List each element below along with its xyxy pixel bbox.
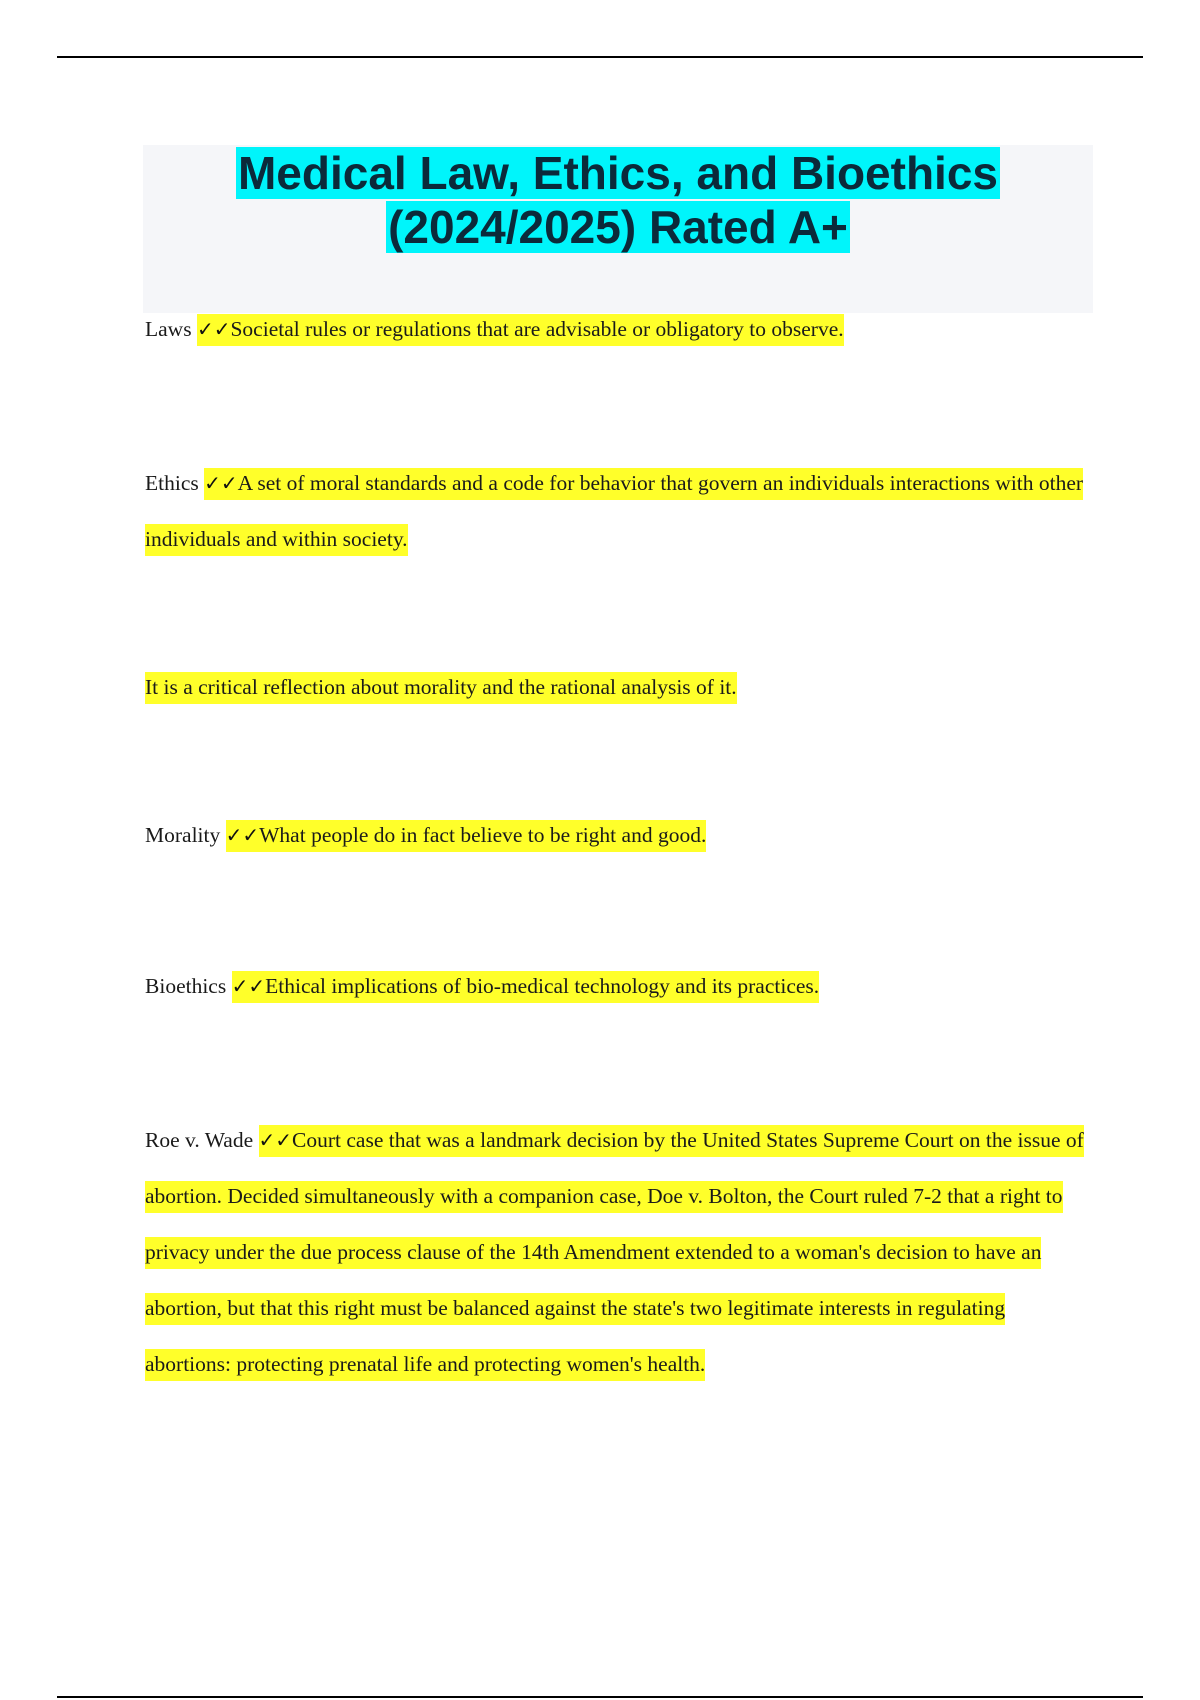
entry-definition: What people do in fact believe to be right and good. xyxy=(259,823,707,847)
entry-definition: Societal rules or regulations that are advisable or obligatory to observe. xyxy=(230,317,844,341)
entry-roe-v-wade xyxy=(145,1112,1085,1392)
entry-definition: Ethical implications of bio-medical technology and its practices. xyxy=(265,974,820,998)
entry-ethics-continuation xyxy=(145,659,1085,715)
entry-definition-highlight xyxy=(232,971,820,1003)
entry-term: Laws xyxy=(145,317,192,341)
document-title xyxy=(143,146,1093,254)
check-marks-icon: ✓✓ xyxy=(225,823,260,847)
entry-bioethics xyxy=(145,958,1085,1014)
entry-term: Bioethics xyxy=(145,974,227,998)
title-line-2: (2024/2025) Rated A+ xyxy=(388,201,848,253)
header-rule xyxy=(57,56,1143,58)
entry-definition-highlight xyxy=(197,314,844,346)
entry-laws xyxy=(145,301,1085,357)
footer-rule xyxy=(57,1696,1143,1698)
entry-term: Morality xyxy=(145,823,221,847)
title-band xyxy=(143,145,1093,313)
entry-definition-highlight xyxy=(145,672,737,704)
check-marks-icon: ✓✓ xyxy=(196,317,231,341)
entry-definition-highlight xyxy=(145,1125,1084,1381)
entry-definition-highlight xyxy=(145,468,1083,556)
entry-definition-highlight xyxy=(226,820,707,852)
entry-definition: It is a critical reflection about morality and the rational analysis of it. xyxy=(145,675,737,699)
entry-definition: A set of moral standards and a code for behavior that govern an individuals interactions with other individuals and within society. xyxy=(145,471,1084,551)
entry-term: Ethics xyxy=(145,471,199,495)
entry-morality xyxy=(145,807,1085,863)
entry-ethics xyxy=(145,455,1085,567)
title-line-1: Medical Law, Ethics, and Bioethics xyxy=(237,147,999,199)
check-marks-icon: ✓✓ xyxy=(231,974,266,998)
entry-definition: Court case that was a landmark decision by the United States Supreme Court on the issue of abortion. Decided simultaneously with a companion case, Doe v. Bolton, the Court ruled 7-2 that a right to privacy under the due process clause of the 14th Amendment extended to a woman's decision to have an abortion, but that this right must be balanced against the state's two legitimate interests in regulating abortions: protecting prenatal life and protecting women's health. xyxy=(145,1128,1084,1376)
entry-term: Roe v. Wade xyxy=(145,1128,254,1152)
check-marks-icon: ✓✓ xyxy=(204,471,238,495)
check-marks-icon: ✓✓ xyxy=(258,1128,293,1152)
